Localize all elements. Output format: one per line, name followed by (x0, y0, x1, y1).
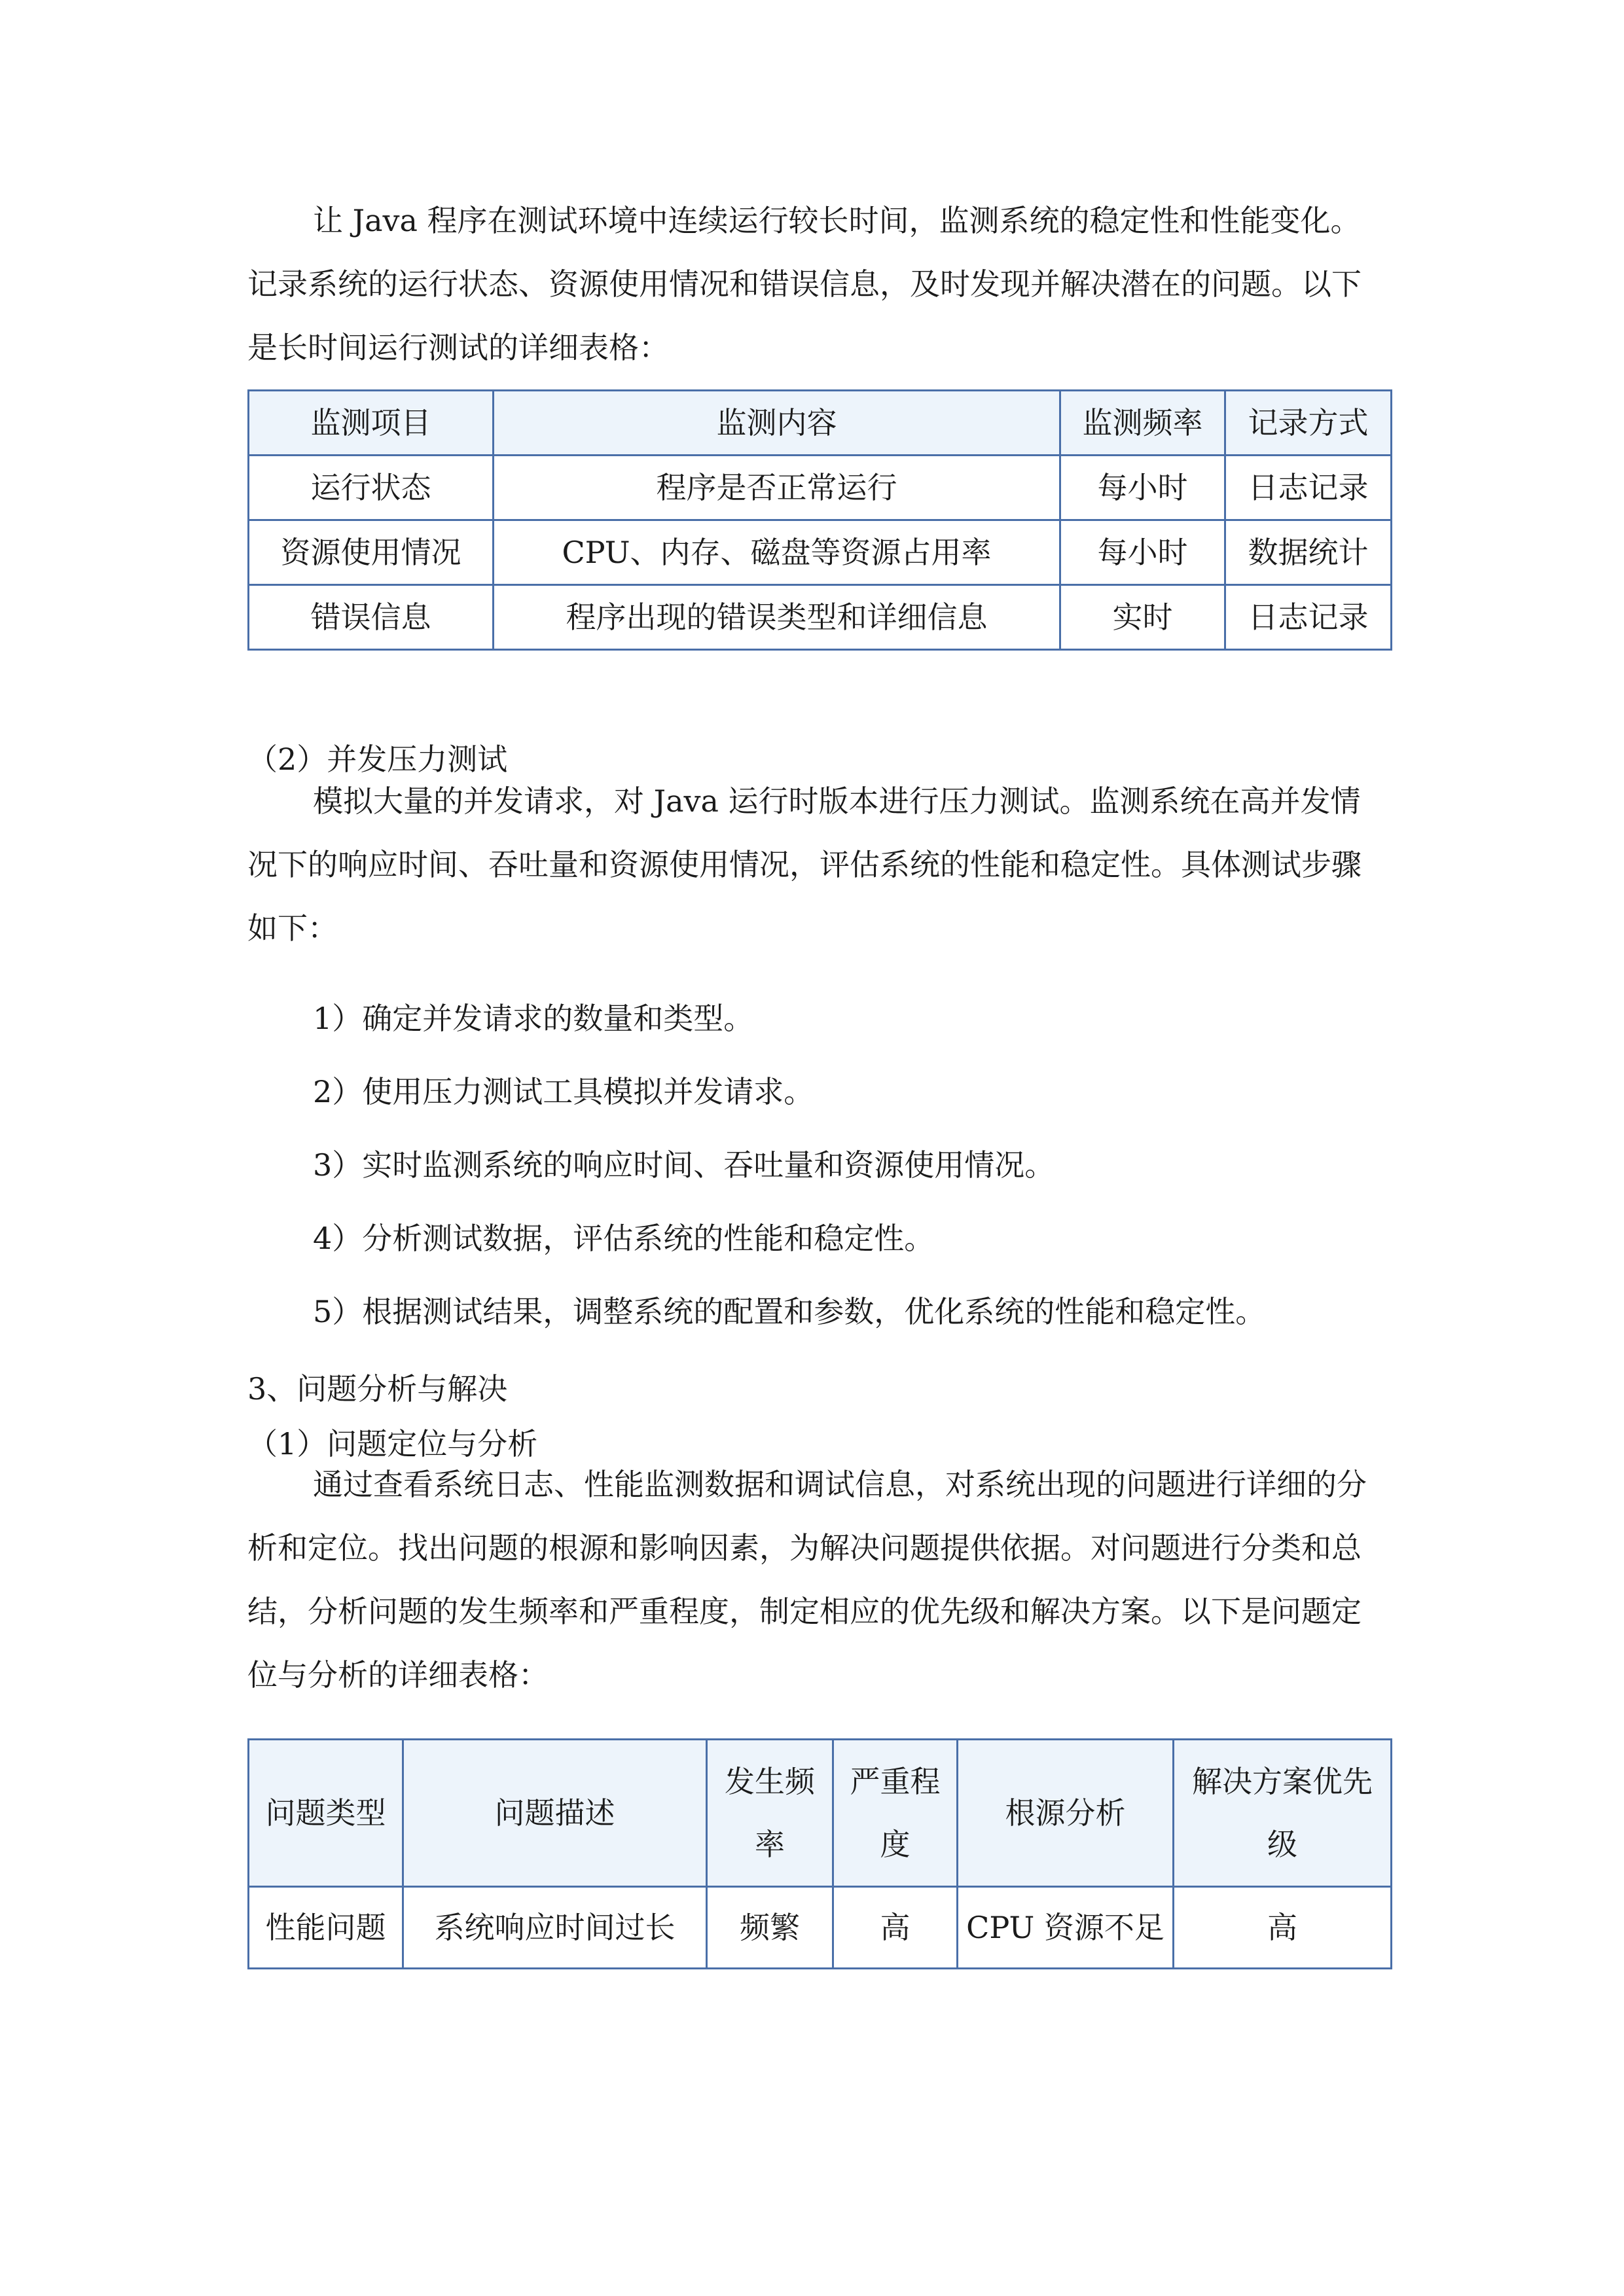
table-cell: 程序是否正常运行 (494, 456, 1060, 520)
table-row (249, 1887, 1392, 1969)
table-row (249, 585, 1392, 650)
step-item: 4）分析测试数据，评估系统的性能和稳定性。 (313, 1221, 935, 1256)
table-cell: 每小时 (1060, 520, 1225, 585)
sub-heading-problem-locating: （1）问题定位与分析 (247, 1426, 538, 1462)
concurrency-paragraph: 模拟大量的并发请求，对 Java 运行时版本进行压力测试。监测系统在高并发情况下的响应时间、吞吐量和资源使用情况，评估系统的性能和稳定性。具体测试步骤如下： (247, 783, 1362, 946)
step-item: 2）使用压力测试工具模拟并发请求。 (313, 1074, 814, 1109)
section-heading-concurrency: （2）并发压力测试 (247, 742, 508, 777)
table-cell: 运行状态 (249, 456, 494, 520)
table-header-cell: 监测项目 (249, 391, 494, 456)
table-cell: 高 (1174, 1887, 1392, 1969)
table-cell: 系统响应时间过长 (403, 1887, 707, 1969)
table-header-cell: 解决方案优先级 (1174, 1740, 1392, 1887)
table-header-cell: 监测内容 (494, 391, 1060, 456)
table-cell: 程序出现的错误类型和详细信息 (494, 585, 1060, 650)
table-cell: 性能问题 (249, 1887, 403, 1969)
problem-analysis-table (247, 1738, 1392, 1969)
table-row (249, 456, 1392, 520)
step-item: 3）实时监测系统的响应时间、吞吐量和资源使用情况。 (313, 1147, 1055, 1183)
table-cell: 实时 (1060, 585, 1225, 650)
table-cell: 错误信息 (249, 585, 494, 650)
table-cell: CPU 资源不足 (958, 1887, 1174, 1969)
table-header-cell: 严重程度 (833, 1740, 958, 1887)
step-item: 1）确定并发请求的数量和类型。 (313, 1001, 754, 1036)
table-header-row (249, 391, 1392, 456)
section-heading-3: 3、问题分析与解决 (247, 1371, 508, 1407)
table-cell: 日志记录 (1225, 585, 1392, 650)
table-header-row (249, 1740, 1392, 1887)
table-header-cell: 根源分析 (958, 1740, 1174, 1887)
problem-analysis-paragraph: 通过查看系统日志、性能监测数据和调试信息，对系统出现的问题进行详细的分析和定位。找出问题的根源和影响因素，为解决问题提供依据。对问题进行分类和总结，分析问题的发生频率和严重程度，制定相应的优先级和解决方案。以下是问题定位与分析的详细表格： (247, 1467, 1367, 1693)
table-header-cell: 记录方式 (1225, 391, 1392, 456)
table-cell: 日志记录 (1225, 456, 1392, 520)
table-header-cell: 监测频率 (1060, 391, 1225, 456)
table-cell: 频繁 (707, 1887, 833, 1969)
table-header-cell: 问题类型 (249, 1740, 403, 1887)
table-cell: 资源使用情况 (249, 520, 494, 585)
long-run-monitor-table (247, 389, 1392, 651)
intro-paragraph: 让 Java 程序在测试环境中连续运行较长时间，监测系统的稳定性和性能变化。记录系统的运行状态、资源使用情况和错误信息，及时发现并解决潜在的问题。以下是长时间运行测试的详细表格： (247, 203, 1362, 365)
table-cell: 每小时 (1060, 456, 1225, 520)
table-row (249, 520, 1392, 585)
table-cell: CPU、内存、磁盘等资源占用率 (494, 520, 1060, 585)
table-header-cell: 发生频率 (707, 1740, 833, 1887)
table-header-cell: 问题描述 (403, 1740, 707, 1887)
step-item: 5）根据测试结果，调整系统的配置和参数，优化系统的性能和稳定性。 (313, 1294, 1266, 1329)
table-cell: 高 (833, 1887, 958, 1969)
table-cell: 数据统计 (1225, 520, 1392, 585)
